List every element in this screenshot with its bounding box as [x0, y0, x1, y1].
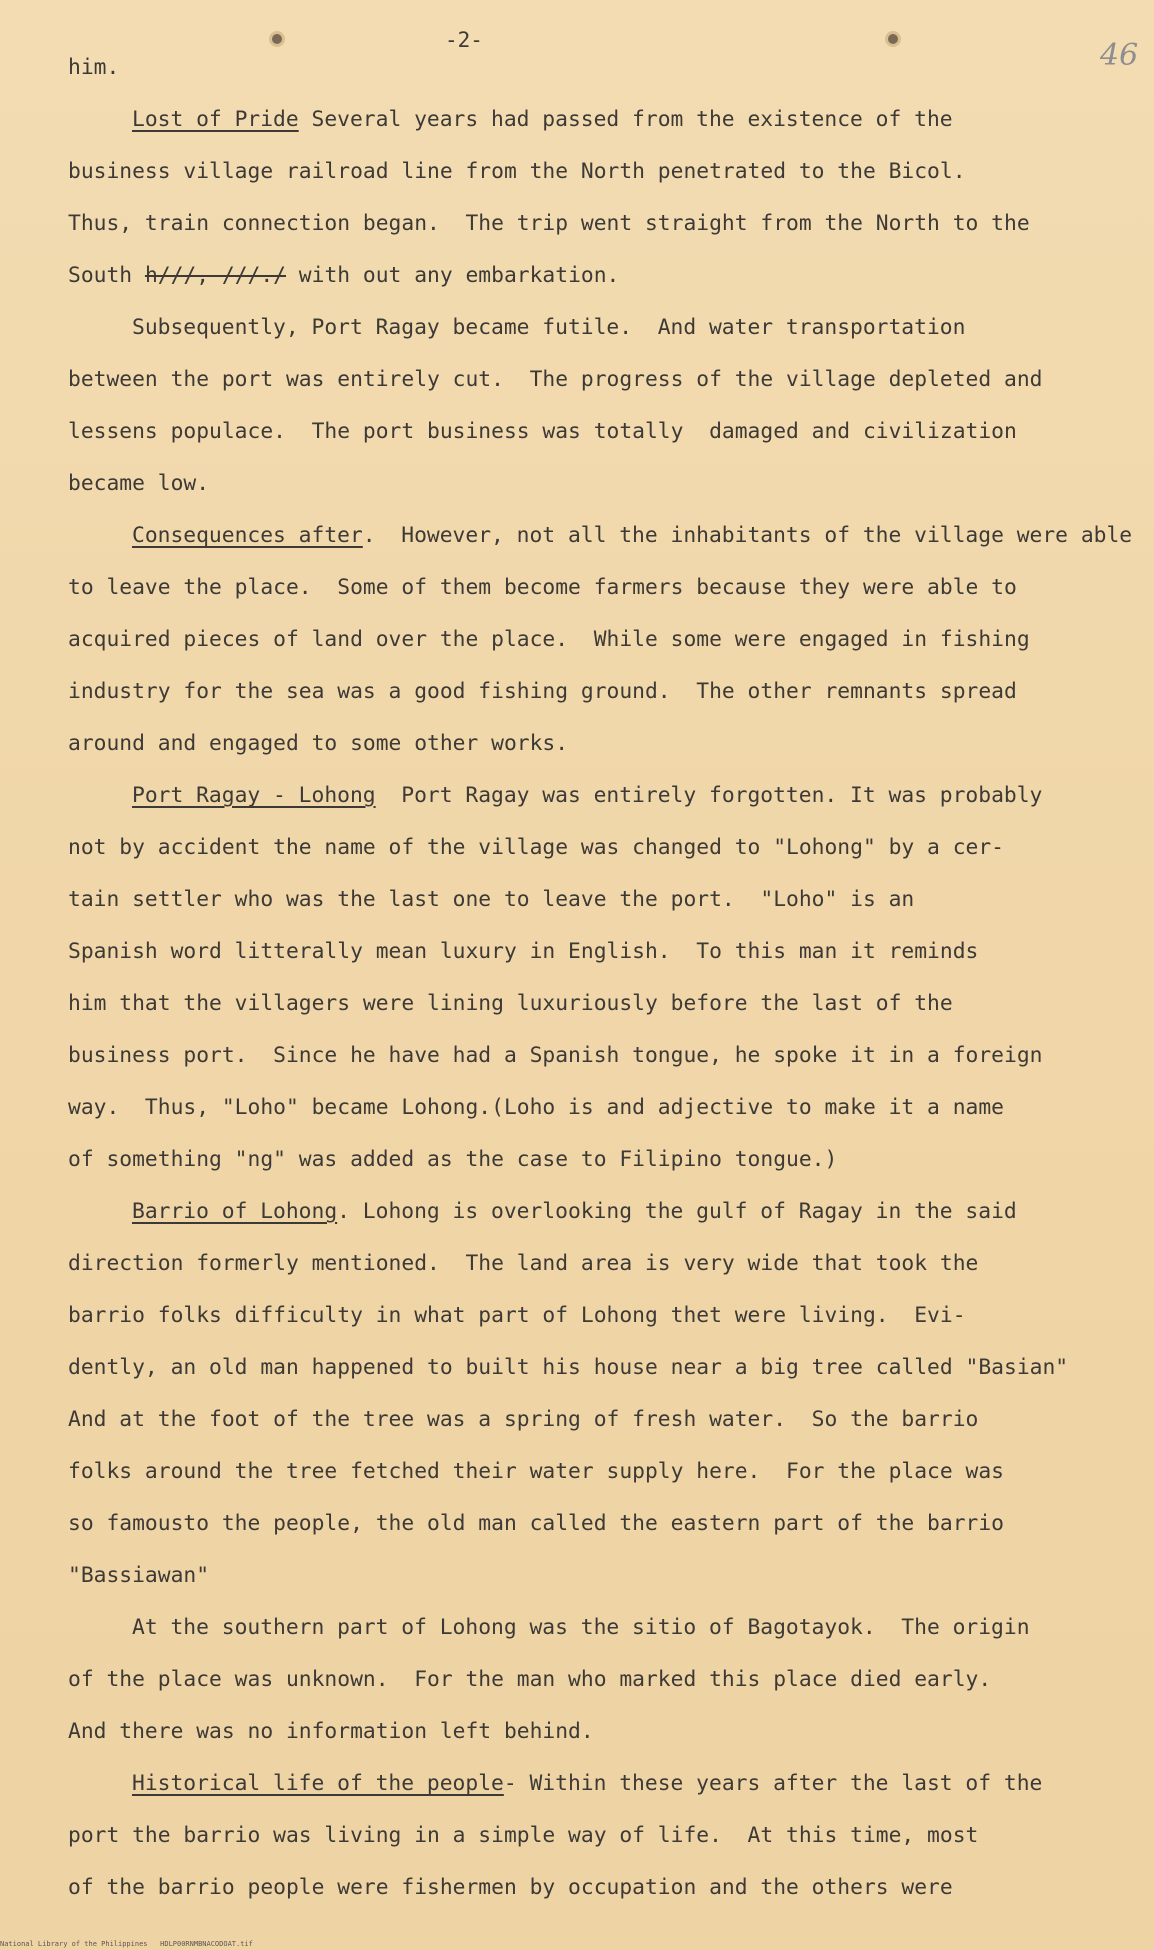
text-line — [68, 1290, 1088, 1342]
line-text: business village railroad line from the North penetrated to the Bicol. — [68, 159, 966, 184]
text-line — [68, 1810, 1088, 1862]
text-line — [68, 1238, 1088, 1290]
section-heading: Port Ragay - Lohong — [132, 783, 376, 808]
text-line — [68, 1654, 1088, 1706]
line-text: Port Ragay was entirely forgotten. It was probably — [375, 783, 1043, 808]
line-text: - Within these years after the last of the — [503, 1771, 1043, 1796]
text-line — [68, 1758, 1088, 1810]
text-line — [68, 510, 1133, 562]
text-line — [68, 1602, 1088, 1654]
text-line — [68, 666, 1088, 718]
line-text: South — [68, 263, 145, 288]
line-text: And at the foot of the tree was a spring of fresh water. So the barrio — [68, 1407, 979, 1432]
line-text: to leave the place. Some of them become farmers because they were able to — [68, 575, 1017, 600]
line-text: tain settler who was the last one to leave the port. "Loho" is an — [68, 887, 915, 912]
text-line — [68, 1498, 1088, 1550]
text-line — [68, 1550, 1088, 1602]
line-text: dently, an old man happened to built his house near a big tree called "Basian" — [68, 1355, 1069, 1380]
text-line — [68, 1186, 1088, 1238]
text-line — [68, 42, 1088, 94]
line-text: between the port was entirely cut. The progress of the village depleted and — [68, 367, 1043, 392]
line-text: Subsequently, Port Ragay became futile. And water transportation — [132, 315, 966, 340]
line-text: so famousto the people, the old man called the eastern part of the barrio — [68, 1511, 1004, 1536]
page-number: -2- — [445, 28, 483, 52]
line-text: acquired pieces of land over the place. While some were engaged in fishing — [68, 627, 1030, 652]
line-text: lessens populace. The port business was totally damaged and civilization — [68, 419, 1017, 444]
text-line — [68, 770, 1088, 822]
text-line — [68, 1446, 1088, 1498]
text-line — [68, 94, 1088, 146]
text-line — [68, 458, 1088, 510]
text-line — [68, 250, 1088, 302]
line-text: Thus, train connection began. The trip went straight from the North to the — [68, 211, 1030, 236]
text-line — [68, 1862, 1088, 1914]
line-text: way. Thus, "Loho" became Lohong.(Loho is and adjective to make it a name — [68, 1095, 1004, 1120]
text-line — [68, 822, 1088, 874]
text-line — [68, 1706, 1088, 1758]
text-line — [68, 302, 1088, 354]
text-line — [68, 978, 1088, 1030]
text-line — [68, 1342, 1088, 1394]
line-text: of the barrio people were fishermen by occupation and the others were — [68, 1875, 953, 1900]
text-line — [68, 1134, 1088, 1186]
text-line — [68, 406, 1088, 458]
line-text: And there was no information left behind. — [68, 1719, 594, 1744]
line-text: "Bassiawan" — [68, 1563, 210, 1588]
section-heading: Barrio of Lohong — [132, 1199, 338, 1224]
line-text: . However, not all the inhabitants of the village were able — [362, 523, 1133, 548]
line-text: him. — [68, 55, 120, 80]
line-text: Spanish word litterally mean luxury in English. To this man it reminds — [68, 939, 979, 964]
line-text: him that the villagers were lining luxuriously before the last of the — [68, 991, 953, 1016]
line-text: around and engaged to some other works. — [68, 731, 569, 756]
line-text: folks around the tree fetched their water supply here. For the place was — [68, 1459, 1004, 1484]
text-line — [68, 718, 1088, 770]
text-line — [68, 354, 1088, 406]
line-text: not by accident the name of the village was changed to "Lohong" by a cer- — [68, 835, 1004, 860]
line-text: became low. — [68, 471, 210, 496]
text-line — [68, 614, 1088, 666]
text-line — [68, 562, 1088, 614]
line-text: of something "ng" was added as the case to Filipino tongue.) — [68, 1147, 838, 1172]
line-text: Several years had passed from the existence of the — [298, 107, 953, 132]
text-line — [68, 1394, 1088, 1446]
section-heading: Lost of Pride — [132, 107, 299, 132]
text-line — [68, 874, 1088, 926]
handwritten-page-number: 46 — [1100, 38, 1139, 73]
struck-text: h///, ///./ — [144, 263, 286, 288]
line-text: At the southern part of Lohong was the sitio of Bagotayok. The origin — [132, 1615, 1030, 1640]
text-line — [68, 926, 1088, 978]
section-heading: Consequences after — [132, 523, 363, 548]
line-text: of the place was unknown. For the man who marked this place died early. — [68, 1667, 992, 1692]
line-text: industry for the sea was a good fishing ground. The other remnants spread — [68, 679, 1017, 704]
text-line — [68, 146, 1088, 198]
line-text: barrio folks difficulty in what part of Lohong thet were living. Evi- — [68, 1303, 966, 1328]
line-text: business port. Since he have had a Spanish tongue, he spoke it in a foreign — [68, 1043, 1043, 1068]
line-text-continued: with out any embarkation. — [285, 263, 620, 288]
line-text: . Lohong is overlooking the gulf of Ragay in the said — [337, 1199, 1017, 1224]
line-text: port the barrio was living in a simple way of life. At this time, most — [68, 1823, 979, 1848]
text-line — [68, 198, 1088, 250]
text-line — [68, 1030, 1088, 1082]
line-text: direction formerly mentioned. The land area is very wide that took the — [68, 1251, 979, 1276]
archive-footer: National Library of the Philippines HDLP00RNMBNACODOAT.tif — [0, 1940, 253, 1948]
text-line — [68, 1082, 1088, 1134]
section-heading: Historical life of the people — [132, 1771, 504, 1796]
